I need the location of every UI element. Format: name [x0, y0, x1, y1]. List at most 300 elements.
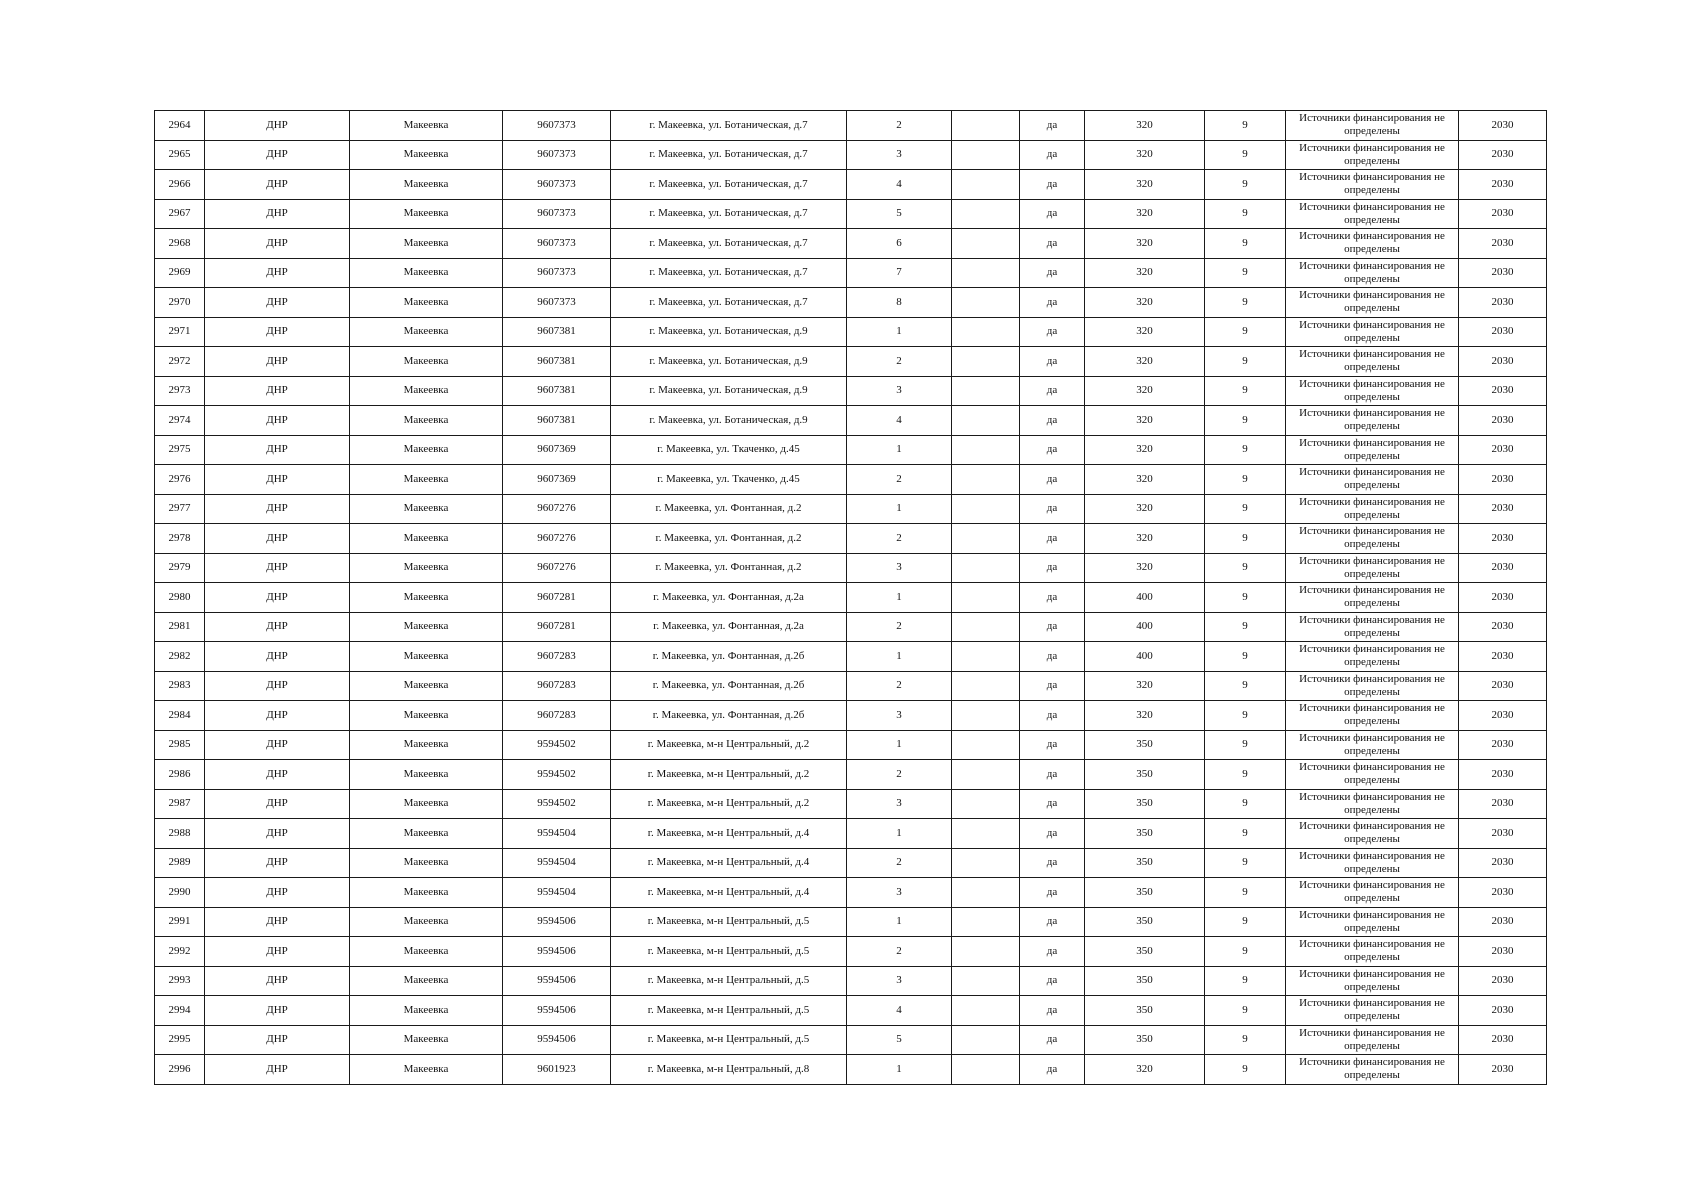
- value-cell: 320: [1085, 229, 1205, 259]
- empty-cell: [952, 1025, 1020, 1055]
- address-cell: г. Макеевка, ул. Фонтанная, д.2: [611, 494, 847, 524]
- flag-cell: да: [1020, 406, 1085, 436]
- floors-cell: 9: [1205, 111, 1286, 141]
- empty-cell: [952, 937, 1020, 967]
- year-cell: 2030: [1459, 996, 1547, 1026]
- year-cell: 2030: [1459, 612, 1547, 642]
- value-cell: 320: [1085, 111, 1205, 141]
- building-id-cell: 9594506: [503, 966, 611, 996]
- city-cell: Макеевка: [350, 435, 503, 465]
- year-cell: 2030: [1459, 170, 1547, 200]
- floors-cell: 9: [1205, 553, 1286, 583]
- funding-source-cell: Источники финансирования не определены: [1286, 642, 1459, 672]
- city-cell: Макеевка: [350, 1055, 503, 1085]
- building-id-cell: 9601923: [503, 1055, 611, 1085]
- funding-source-cell: Источники финансирования не определены: [1286, 819, 1459, 849]
- value-cell: 350: [1085, 730, 1205, 760]
- year-cell: 2030: [1459, 524, 1547, 554]
- entrance-number-cell: 1: [847, 907, 952, 937]
- value-cell: 400: [1085, 612, 1205, 642]
- value-cell: 320: [1085, 1055, 1205, 1085]
- year-cell: 2030: [1459, 347, 1547, 377]
- funding-source-cell: Источники финансирования не определены: [1286, 583, 1459, 613]
- city-cell: Макеевка: [350, 996, 503, 1026]
- value-cell: 320: [1085, 671, 1205, 701]
- empty-cell: [952, 111, 1020, 141]
- year-cell: 2030: [1459, 1025, 1547, 1055]
- table-row: [155, 701, 1547, 731]
- city-cell: Макеевка: [350, 229, 503, 259]
- empty-cell: [952, 553, 1020, 583]
- table-row: [155, 317, 1547, 347]
- flag-cell: да: [1020, 317, 1085, 347]
- row-number-cell: 2995: [155, 1025, 205, 1055]
- row-number-cell: 2977: [155, 494, 205, 524]
- row-number-cell: 2976: [155, 465, 205, 495]
- row-number-cell: 2985: [155, 730, 205, 760]
- building-id-cell: 9594506: [503, 937, 611, 967]
- value-cell: 320: [1085, 288, 1205, 318]
- flag-cell: да: [1020, 435, 1085, 465]
- address-cell: г. Макеевка, м-н Центральный, д.4: [611, 878, 847, 908]
- funding-source-cell: Источники финансирования не определены: [1286, 907, 1459, 937]
- building-id-cell: 9607283: [503, 701, 611, 731]
- value-cell: 320: [1085, 376, 1205, 406]
- funding-source-cell: Источники финансирования не определены: [1286, 966, 1459, 996]
- funding-source-cell: Источники финансирования не определены: [1286, 435, 1459, 465]
- empty-cell: [952, 760, 1020, 790]
- empty-cell: [952, 435, 1020, 465]
- address-cell: г. Макеевка, м-н Центральный, д.5: [611, 937, 847, 967]
- region-cell: ДНР: [205, 789, 350, 819]
- address-cell: г. Макеевка, м-н Центральный, д.2: [611, 760, 847, 790]
- row-number-cell: 2970: [155, 288, 205, 318]
- funding-source-cell: Источники финансирования не определены: [1286, 111, 1459, 141]
- building-id-cell: 9594506: [503, 1025, 611, 1055]
- flag-cell: да: [1020, 524, 1085, 554]
- year-cell: 2030: [1459, 907, 1547, 937]
- year-cell: 2030: [1459, 730, 1547, 760]
- floors-cell: 9: [1205, 435, 1286, 465]
- flag-cell: да: [1020, 730, 1085, 760]
- city-cell: Макеевка: [350, 907, 503, 937]
- floors-cell: 9: [1205, 789, 1286, 819]
- floors-cell: 9: [1205, 258, 1286, 288]
- funding-source-cell: Источники финансирования не определены: [1286, 288, 1459, 318]
- year-cell: 2030: [1459, 878, 1547, 908]
- city-cell: Макеевка: [350, 140, 503, 170]
- city-cell: Макеевка: [350, 406, 503, 436]
- value-cell: 400: [1085, 642, 1205, 672]
- flag-cell: да: [1020, 966, 1085, 996]
- year-cell: 2030: [1459, 583, 1547, 613]
- table-row: [155, 996, 1547, 1026]
- city-cell: Макеевка: [350, 671, 503, 701]
- entrance-number-cell: 5: [847, 1025, 952, 1055]
- empty-cell: [952, 494, 1020, 524]
- flag-cell: да: [1020, 553, 1085, 583]
- city-cell: Макеевка: [350, 317, 503, 347]
- empty-cell: [952, 996, 1020, 1026]
- floors-cell: 9: [1205, 1055, 1286, 1085]
- floors-cell: 9: [1205, 406, 1286, 436]
- empty-cell: [952, 612, 1020, 642]
- region-cell: ДНР: [205, 996, 350, 1026]
- year-cell: 2030: [1459, 760, 1547, 790]
- city-cell: Макеевка: [350, 465, 503, 495]
- funding-source-cell: Источники финансирования не определены: [1286, 760, 1459, 790]
- building-id-cell: 9607276: [503, 494, 611, 524]
- year-cell: 2030: [1459, 819, 1547, 849]
- floors-cell: 9: [1205, 996, 1286, 1026]
- region-cell: ДНР: [205, 553, 350, 583]
- value-cell: 320: [1085, 170, 1205, 200]
- row-number-cell: 2996: [155, 1055, 205, 1085]
- city-cell: Макеевка: [350, 789, 503, 819]
- region-cell: ДНР: [205, 848, 350, 878]
- value-cell: 400: [1085, 583, 1205, 613]
- region-cell: ДНР: [205, 1055, 350, 1085]
- value-cell: 350: [1085, 937, 1205, 967]
- table-row: [155, 789, 1547, 819]
- building-id-cell: 9594502: [503, 760, 611, 790]
- region-cell: ДНР: [205, 199, 350, 229]
- address-cell: г. Макеевка, ул. Ботаническая, д.7: [611, 111, 847, 141]
- table-row: [155, 406, 1547, 436]
- building-id-cell: 9607381: [503, 347, 611, 377]
- table-row: [155, 376, 1547, 406]
- city-cell: Макеевка: [350, 701, 503, 731]
- flag-cell: да: [1020, 199, 1085, 229]
- row-number-cell: 2978: [155, 524, 205, 554]
- floors-cell: 9: [1205, 642, 1286, 672]
- flag-cell: да: [1020, 494, 1085, 524]
- building-id-cell: 9607369: [503, 465, 611, 495]
- row-number-cell: 2982: [155, 642, 205, 672]
- floors-cell: 9: [1205, 966, 1286, 996]
- address-cell: г. Макеевка, ул. Ботаническая, д.7: [611, 170, 847, 200]
- building-id-cell: 9607369: [503, 435, 611, 465]
- value-cell: 350: [1085, 819, 1205, 849]
- empty-cell: [952, 878, 1020, 908]
- flag-cell: да: [1020, 907, 1085, 937]
- table-row: [155, 937, 1547, 967]
- flag-cell: да: [1020, 848, 1085, 878]
- value-cell: 350: [1085, 1025, 1205, 1055]
- flag-cell: да: [1020, 760, 1085, 790]
- entrance-number-cell: 3: [847, 878, 952, 908]
- empty-cell: [952, 376, 1020, 406]
- year-cell: 2030: [1459, 701, 1547, 731]
- address-cell: г. Макеевка, ул. Ботаническая, д.7: [611, 258, 847, 288]
- entrance-number-cell: 1: [847, 819, 952, 849]
- building-id-cell: 9607381: [503, 406, 611, 436]
- funding-source-cell: Источники финансирования не определены: [1286, 317, 1459, 347]
- row-number-cell: 2975: [155, 435, 205, 465]
- table-row: [155, 612, 1547, 642]
- building-id-cell: 9594504: [503, 819, 611, 849]
- building-id-cell: 9607373: [503, 258, 611, 288]
- value-cell: 350: [1085, 760, 1205, 790]
- funding-source-cell: Источники финансирования не определены: [1286, 996, 1459, 1026]
- table-row: [155, 1055, 1547, 1085]
- city-cell: Макеевка: [350, 288, 503, 318]
- building-id-cell: 9607381: [503, 317, 611, 347]
- funding-source-cell: Источники финансирования не определены: [1286, 789, 1459, 819]
- value-cell: 320: [1085, 347, 1205, 377]
- flag-cell: да: [1020, 1025, 1085, 1055]
- floors-cell: 9: [1205, 288, 1286, 318]
- region-cell: ДНР: [205, 878, 350, 908]
- address-cell: г. Макеевка, ул. Фонтанная, д.2: [611, 524, 847, 554]
- row-number-cell: 2988: [155, 819, 205, 849]
- region-cell: ДНР: [205, 406, 350, 436]
- value-cell: 320: [1085, 317, 1205, 347]
- table-row: [155, 966, 1547, 996]
- table-row: [155, 671, 1547, 701]
- floors-cell: 9: [1205, 524, 1286, 554]
- value-cell: 320: [1085, 140, 1205, 170]
- table-row: [155, 553, 1547, 583]
- funding-source-cell: Источники финансирования не определены: [1286, 376, 1459, 406]
- region-cell: ДНР: [205, 730, 350, 760]
- year-cell: 2030: [1459, 553, 1547, 583]
- funding-source-cell: Источники финансирования не определены: [1286, 1025, 1459, 1055]
- funding-source-cell: Источники финансирования не определены: [1286, 494, 1459, 524]
- table-row: [155, 1025, 1547, 1055]
- address-cell: г. Макеевка, м-н Центральный, д.2: [611, 789, 847, 819]
- floors-cell: 9: [1205, 937, 1286, 967]
- table-row: [155, 760, 1547, 790]
- value-cell: 350: [1085, 996, 1205, 1026]
- building-id-cell: 9594502: [503, 730, 611, 760]
- funding-source-cell: Источники финансирования не определены: [1286, 258, 1459, 288]
- region-cell: ДНР: [205, 494, 350, 524]
- region-cell: ДНР: [205, 937, 350, 967]
- value-cell: 320: [1085, 406, 1205, 436]
- value-cell: 320: [1085, 701, 1205, 731]
- funding-source-cell: Источники финансирования не определены: [1286, 465, 1459, 495]
- table-body: [155, 111, 1547, 1085]
- row-number-cell: 2981: [155, 612, 205, 642]
- funding-source-cell: Источники финансирования не определены: [1286, 347, 1459, 377]
- entrance-number-cell: 2: [847, 671, 952, 701]
- flag-cell: да: [1020, 347, 1085, 377]
- year-cell: 2030: [1459, 966, 1547, 996]
- flag-cell: да: [1020, 465, 1085, 495]
- address-cell: г. Макеевка, ул. Ткаченко, д.45: [611, 435, 847, 465]
- flag-cell: да: [1020, 789, 1085, 819]
- empty-cell: [952, 406, 1020, 436]
- building-id-cell: 9607373: [503, 288, 611, 318]
- document-page: [154, 110, 1547, 1085]
- address-cell: г. Макеевка, м-н Центральный, д.8: [611, 1055, 847, 1085]
- region-cell: ДНР: [205, 140, 350, 170]
- value-cell: 320: [1085, 199, 1205, 229]
- empty-cell: [952, 317, 1020, 347]
- city-cell: Макеевка: [350, 111, 503, 141]
- year-cell: 2030: [1459, 111, 1547, 141]
- flag-cell: да: [1020, 819, 1085, 849]
- entrance-number-cell: 2: [847, 465, 952, 495]
- table-row: [155, 819, 1547, 849]
- region-cell: ДНР: [205, 966, 350, 996]
- value-cell: 350: [1085, 878, 1205, 908]
- address-cell: г. Макеевка, м-н Центральный, д.5: [611, 996, 847, 1026]
- empty-cell: [952, 730, 1020, 760]
- funding-source-cell: Источники финансирования не определены: [1286, 671, 1459, 701]
- flag-cell: да: [1020, 258, 1085, 288]
- value-cell: 350: [1085, 848, 1205, 878]
- row-number-cell: 2992: [155, 937, 205, 967]
- floors-cell: 9: [1205, 730, 1286, 760]
- region-cell: ДНР: [205, 524, 350, 554]
- empty-cell: [952, 170, 1020, 200]
- entrance-number-cell: 6: [847, 229, 952, 259]
- empty-cell: [952, 819, 1020, 849]
- city-cell: Макеевка: [350, 878, 503, 908]
- value-cell: 350: [1085, 907, 1205, 937]
- empty-cell: [952, 258, 1020, 288]
- row-number-cell: 2987: [155, 789, 205, 819]
- address-cell: г. Макеевка, ул. Ботаническая, д.7: [611, 199, 847, 229]
- table-row: [155, 170, 1547, 200]
- flag-cell: да: [1020, 937, 1085, 967]
- entrance-number-cell: 2: [847, 524, 952, 554]
- building-id-cell: 9607373: [503, 199, 611, 229]
- funding-source-cell: Источники финансирования не определены: [1286, 229, 1459, 259]
- building-id-cell: 9607283: [503, 671, 611, 701]
- address-cell: г. Макеевка, ул. Фонтанная, д.2б: [611, 701, 847, 731]
- year-cell: 2030: [1459, 140, 1547, 170]
- year-cell: 2030: [1459, 1055, 1547, 1085]
- floors-cell: 9: [1205, 376, 1286, 406]
- year-cell: 2030: [1459, 229, 1547, 259]
- table-row: [155, 435, 1547, 465]
- region-cell: ДНР: [205, 819, 350, 849]
- table-row: [155, 199, 1547, 229]
- empty-cell: [952, 789, 1020, 819]
- entrance-number-cell: 2: [847, 760, 952, 790]
- entrance-number-cell: 2: [847, 937, 952, 967]
- flag-cell: да: [1020, 878, 1085, 908]
- entrance-number-cell: 1: [847, 317, 952, 347]
- table-row: [155, 347, 1547, 377]
- city-cell: Макеевка: [350, 612, 503, 642]
- building-id-cell: 9607276: [503, 553, 611, 583]
- value-cell: 320: [1085, 435, 1205, 465]
- empty-cell: [952, 671, 1020, 701]
- funding-source-cell: Источники финансирования не определены: [1286, 199, 1459, 229]
- funding-source-cell: Источники финансирования не определены: [1286, 937, 1459, 967]
- address-cell: г. Макеевка, ул. Ботаническая, д.7: [611, 288, 847, 318]
- entrance-number-cell: 1: [847, 730, 952, 760]
- table-row: [155, 288, 1547, 318]
- funding-source-cell: Источники финансирования не определены: [1286, 524, 1459, 554]
- building-id-cell: 9607373: [503, 111, 611, 141]
- year-cell: 2030: [1459, 848, 1547, 878]
- city-cell: Макеевка: [350, 642, 503, 672]
- empty-cell: [952, 966, 1020, 996]
- city-cell: Макеевка: [350, 730, 503, 760]
- row-number-cell: 2965: [155, 140, 205, 170]
- region-cell: ДНР: [205, 701, 350, 731]
- entrance-number-cell: 5: [847, 199, 952, 229]
- city-cell: Макеевка: [350, 966, 503, 996]
- table-row: [155, 730, 1547, 760]
- empty-cell: [952, 288, 1020, 318]
- floors-cell: 9: [1205, 494, 1286, 524]
- region-cell: ДНР: [205, 111, 350, 141]
- city-cell: Макеевка: [350, 170, 503, 200]
- row-number-cell: 2974: [155, 406, 205, 436]
- region-cell: ДНР: [205, 671, 350, 701]
- value-cell: 350: [1085, 966, 1205, 996]
- region-cell: ДНР: [205, 317, 350, 347]
- address-cell: г. Макеевка, ул. Фонтанная, д.2а: [611, 612, 847, 642]
- building-id-cell: 9607373: [503, 140, 611, 170]
- floors-cell: 9: [1205, 701, 1286, 731]
- region-cell: ДНР: [205, 907, 350, 937]
- city-cell: Макеевка: [350, 376, 503, 406]
- row-number-cell: 2983: [155, 671, 205, 701]
- empty-cell: [952, 229, 1020, 259]
- floors-cell: 9: [1205, 170, 1286, 200]
- flag-cell: да: [1020, 140, 1085, 170]
- city-cell: Макеевка: [350, 258, 503, 288]
- table-row: [155, 583, 1547, 613]
- funding-source-cell: Источники финансирования не определены: [1286, 701, 1459, 731]
- address-cell: г. Макеевка, ул. Фонтанная, д.2б: [611, 671, 847, 701]
- region-cell: ДНР: [205, 347, 350, 377]
- row-number-cell: 2971: [155, 317, 205, 347]
- year-cell: 2030: [1459, 671, 1547, 701]
- building-id-cell: 9607281: [503, 583, 611, 613]
- region-cell: ДНР: [205, 465, 350, 495]
- entrance-number-cell: 1: [847, 494, 952, 524]
- floors-cell: 9: [1205, 907, 1286, 937]
- table-row: [155, 848, 1547, 878]
- table-row: [155, 907, 1547, 937]
- building-id-cell: 9594506: [503, 996, 611, 1026]
- row-number-cell: 2967: [155, 199, 205, 229]
- year-cell: 2030: [1459, 789, 1547, 819]
- row-number-cell: 2989: [155, 848, 205, 878]
- building-id-cell: 9607281: [503, 612, 611, 642]
- address-cell: г. Макеевка, ул. Ботаническая, д.9: [611, 406, 847, 436]
- year-cell: 2030: [1459, 435, 1547, 465]
- row-number-cell: 2990: [155, 878, 205, 908]
- empty-cell: [952, 583, 1020, 613]
- value-cell: 350: [1085, 789, 1205, 819]
- city-cell: Макеевка: [350, 583, 503, 613]
- city-cell: Макеевка: [350, 553, 503, 583]
- floors-cell: 9: [1205, 878, 1286, 908]
- building-id-cell: 9607381: [503, 376, 611, 406]
- empty-cell: [952, 465, 1020, 495]
- flag-cell: да: [1020, 701, 1085, 731]
- building-id-cell: 9607283: [503, 642, 611, 672]
- region-cell: ДНР: [205, 642, 350, 672]
- year-cell: 2030: [1459, 376, 1547, 406]
- city-cell: Макеевка: [350, 937, 503, 967]
- row-number-cell: 2964: [155, 111, 205, 141]
- row-number-cell: 2994: [155, 996, 205, 1026]
- empty-cell: [952, 1055, 1020, 1085]
- floors-cell: 9: [1205, 347, 1286, 377]
- floors-cell: 9: [1205, 583, 1286, 613]
- table-row: [155, 642, 1547, 672]
